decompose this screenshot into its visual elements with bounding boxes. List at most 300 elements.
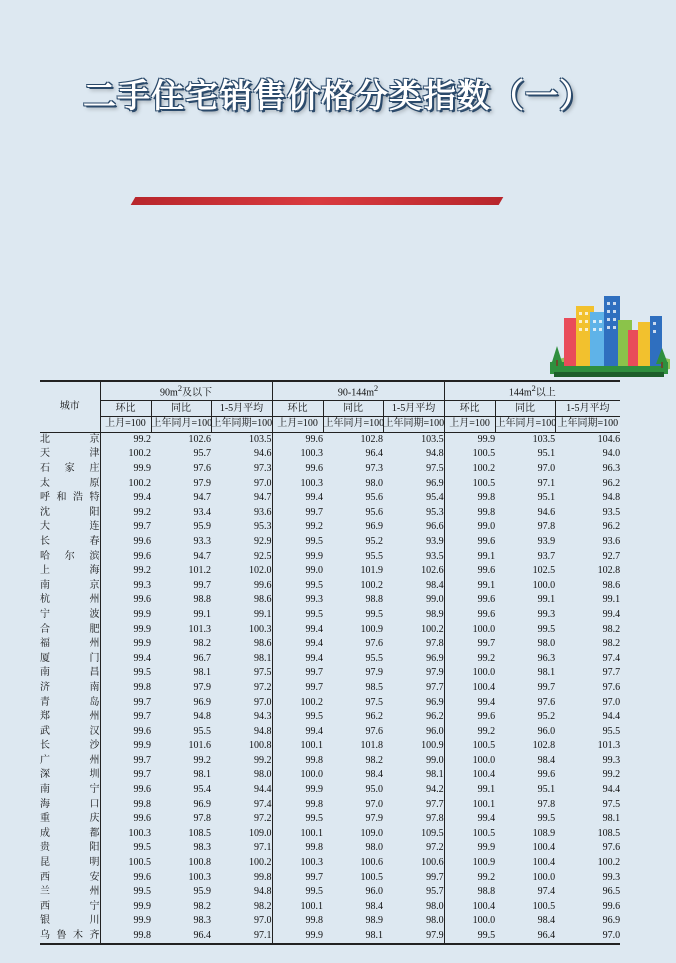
value-cell: 97.8 [537,521,556,533]
table-row [40,622,620,637]
city-cell: 重庆 [40,813,100,825]
value-cell: 100.3 [249,623,272,635]
value-cell: 99.9 [444,432,495,447]
value-cell: 97.8 [426,638,444,650]
value-cell: 99.0 [426,594,444,606]
city-cell: 银川 [40,915,100,927]
value-cell: 94.4 [602,784,621,796]
value-cell: 98.6 [254,638,272,650]
value-cell: 99.1 [254,608,272,620]
table-row [40,797,620,812]
value-cell: 100.5 [360,871,384,883]
value-cell: 95.9 [193,886,211,898]
value-cell: 94.4 [254,784,272,796]
value-cell: 99.2 [100,432,151,447]
value-cell: 98.1 [537,667,556,679]
value-cell: 100.4 [444,900,495,915]
value-cell: 98.6 [254,594,272,606]
value-cell: 100.6 [421,857,444,869]
value-cell: 99.5 [365,608,384,620]
value-cell: 104.6 [597,433,621,445]
value-cell: 96.4 [151,929,211,945]
value-cell: 109.0 [360,827,384,839]
value-cell: 99.7 [193,579,211,591]
value-cell: 102.0 [249,565,272,577]
value-cell: 100.4 [532,842,556,854]
page-title: 二手住宅销售价格分类指数（一） [83,76,593,115]
value-cell: 100.5 [100,856,151,871]
value-cell: 99.2 [100,564,151,579]
value-cell: 108.5 [188,827,211,839]
value-cell: 93.6 [254,506,272,518]
value-cell: 98.1 [254,652,272,664]
city-cell: 成都 [40,827,100,839]
city-cell: 呼和浩特 [40,492,100,504]
value-cell: 97.3 [365,463,384,474]
table-row [40,578,620,593]
table-row [40,724,620,739]
value-cell: 96.9 [602,915,621,927]
value-cell: 102.6 [421,565,444,577]
value-cell: 99.6 [100,812,151,827]
value-cell: 99.6 [444,564,495,579]
value-cell: 93.9 [426,535,444,547]
value-cell: 98.9 [365,915,384,927]
value-cell: 94.6 [254,448,272,460]
value-cell: 96.3 [537,652,556,664]
value-cell: 99.6 [444,535,495,550]
value-cell: 102.8 [360,433,384,445]
value-cell: 92.5 [254,550,272,562]
value-cell: 99.1 [444,783,495,798]
value-cell: 96.4 [495,929,555,945]
city-cell: 厦门 [40,652,100,664]
value-cell: 99.9 [272,783,323,798]
value-cell: 99.8 [444,505,495,520]
value-cell: 96.9 [365,521,384,533]
value-cell: 96.2 [426,711,444,723]
value-cell: 97.6 [602,842,621,854]
city-cell: 哈尔滨 [40,550,100,562]
value-cell: 99.2 [254,754,272,766]
header-metric: 1-5月平均 [555,401,620,417]
value-cell: 94.8 [254,725,272,737]
value-cell: 94.2 [426,784,444,796]
value-cell: 100.2 [360,579,384,591]
value-cell: 100.0 [444,754,495,769]
value-cell: 98.0 [365,842,384,854]
city-cell: 石家庄 [40,463,100,474]
table-row [40,929,620,945]
value-cell: 99.0 [444,520,495,535]
city-cell: 天津 [40,448,100,460]
value-cell: 99.6 [100,535,151,550]
table-row [40,491,620,506]
value-cell: 100.5 [532,900,556,912]
value-cell: 93.5 [426,550,444,562]
header-base: 上年同期=100 [383,416,444,432]
value-cell: 99.4 [272,637,323,652]
value-cell: 94.7 [193,492,211,504]
value-cell: 97.9 [193,681,211,693]
value-cell: 99.5 [100,885,151,900]
value-cell: 96.0 [365,886,384,898]
value-cell: 100.0 [444,914,495,929]
value-cell: 98.1 [323,929,383,945]
value-cell: 96.9 [426,477,444,489]
header-base: 上年同月=100 [151,416,211,432]
value-cell: 99.0 [426,754,444,766]
value-cell: 98.1 [193,667,211,679]
value-cell: 96.6 [426,521,444,533]
value-cell: 100.5 [444,827,495,842]
value-cell: 99.2 [193,754,211,766]
value-cell: 99.2 [602,769,621,781]
value-cell: 100.5 [444,476,495,491]
value-cell: 99.7 [100,695,151,710]
value-cell: 97.5 [254,667,272,679]
value-cell: 100.5 [444,739,495,754]
city-cell: 武汉 [40,725,100,737]
value-cell: 100.6 [360,857,384,869]
value-cell: 96.9 [426,696,444,708]
value-cell: 97.6 [602,681,621,693]
value-cell: 97.0 [254,477,272,489]
value-cell: 94.8 [254,886,272,898]
value-cell: 100.0 [532,579,556,591]
value-cell: 95.2 [365,535,384,547]
value-cell: 95.3 [254,521,272,533]
city-cell: 南京 [40,579,100,591]
value-cell: 100.0 [444,666,495,681]
city-cell: 深圳 [40,769,100,781]
value-cell: 99.7 [444,637,495,652]
value-cell: 103.5 [249,433,272,445]
header-base: 上年同期=100 [211,416,272,432]
value-cell: 100.4 [532,857,556,869]
value-cell: 99.7 [100,710,151,725]
value-cell: 108.5 [597,827,621,839]
value-cell: 94.6 [537,506,556,518]
value-cell: 93.7 [537,550,556,562]
value-cell: 99.5 [272,578,323,593]
value-cell: 97.6 [365,638,384,650]
value-cell: 102.8 [597,565,621,577]
value-cell: 100.0 [272,768,323,783]
header-metric: 同比 [151,401,211,417]
table-row [40,432,620,447]
table-row [40,900,620,915]
value-cell: 95.1 [537,784,556,796]
value-cell: 99.6 [444,608,495,623]
header-base: 上月=100 [444,416,495,432]
value-cell: 99.1 [602,594,621,606]
value-cell: 96.3 [602,463,621,474]
value-cell: 98.4 [537,754,556,766]
value-cell: 96.9 [193,798,211,810]
table-row [40,768,620,783]
value-cell: 99.9 [444,841,495,856]
value-cell: 96.4 [365,448,384,460]
value-cell: 99.8 [272,841,323,856]
city-cell: 贵阳 [40,842,100,854]
value-cell: 97.8 [537,798,556,810]
value-cell: 99.4 [272,724,323,739]
value-cell: 98.8 [365,594,384,606]
value-cell: 97.7 [426,681,444,693]
city-cell: 乌鲁木齐 [40,929,100,945]
value-cell: 100.4 [444,681,495,696]
header-base: 上月=100 [272,416,323,432]
value-cell: 100.3 [100,827,151,842]
table-row [40,608,620,623]
value-cell: 95.4 [193,784,211,796]
table-row [40,870,620,885]
value-cell: 100.3 [272,447,323,462]
header-city: 城市 [40,381,100,432]
value-cell: 99.5 [272,812,323,827]
value-cell: 97.0 [555,929,620,945]
city-cell: 西宁 [40,900,100,912]
value-cell: 97.4 [537,886,556,898]
value-cell: 100.4 [444,768,495,783]
value-cell: 100.9 [360,623,384,635]
value-cell: 96.0 [537,725,556,737]
value-cell: 98.2 [365,754,384,766]
value-cell: 99.1 [193,608,211,620]
city-cell: 青岛 [40,696,100,708]
value-cell: 99.4 [444,695,495,710]
value-cell: 98.0 [426,900,444,912]
value-cell: 100.2 [100,476,151,491]
table-row [40,827,620,842]
value-cell: 99.4 [444,812,495,827]
value-cell: 99.2 [444,870,495,885]
header-metric: 1-5月平均 [383,401,444,417]
value-cell: 92.9 [254,535,272,547]
value-cell: 99.7 [272,666,323,681]
table-row [40,549,620,564]
city-cell: 西安 [40,871,100,883]
value-cell: 109.0 [249,827,272,839]
value-cell: 100.3 [272,856,323,871]
table-row [40,593,620,608]
value-cell: 99.9 [272,549,323,564]
header-metric: 同比 [323,401,383,417]
value-cell: 99.2 [444,724,495,739]
value-cell: 97.0 [254,915,272,927]
value-cell: 95.6 [365,506,384,518]
value-cell: 96.9 [193,696,211,708]
value-cell: 99.6 [100,783,151,798]
value-cell: 100.1 [272,827,323,842]
city-cell: 沈阳 [40,506,100,518]
value-cell: 94.3 [254,711,272,723]
value-cell: 99.8 [272,797,323,812]
value-cell: 99.6 [537,769,556,781]
value-cell: 100.2 [100,447,151,462]
value-cell: 95.0 [365,784,384,796]
table-row [40,812,620,827]
value-cell: 101.8 [360,740,384,752]
value-cell: 97.8 [193,813,211,825]
value-cell: 95.5 [365,550,384,562]
table-row [40,754,620,769]
value-cell: 99.9 [100,739,151,754]
value-cell: 92.7 [602,550,621,562]
value-cell: 97.5 [602,798,621,810]
header-metric: 1-5月平均 [211,401,272,417]
value-cell: 93.6 [602,535,621,547]
value-cell: 97.1 [537,477,556,489]
table-row [40,856,620,871]
value-cell: 100.0 [444,622,495,637]
value-cell: 98.6 [602,579,621,591]
city-cell: 福州 [40,638,100,650]
value-cell: 99.5 [444,929,495,945]
value-cell: 97.8 [426,813,444,825]
value-cell: 98.4 [365,900,384,912]
value-cell: 99.4 [272,622,323,637]
value-cell: 99.6 [100,724,151,739]
value-cell: 100.1 [272,900,323,915]
value-cell: 100.5 [444,447,495,462]
city-cell: 南宁 [40,784,100,796]
value-cell: 97.0 [602,696,621,708]
value-cell: 93.3 [193,535,211,547]
value-cell: 99.6 [272,432,323,447]
value-cell: 98.2 [193,638,211,650]
value-cell: 99.1 [537,594,556,606]
value-cell: 97.7 [426,798,444,810]
value-cell: 97.4 [602,652,621,664]
value-cell: 99.5 [272,885,323,900]
value-cell: 99.8 [100,797,151,812]
value-cell: 99.7 [426,871,444,883]
value-cell: 93.5 [602,506,621,518]
value-cell: 99.2 [100,505,151,520]
value-cell: 97.5 [365,696,384,708]
value-cell: 100.3 [272,476,323,491]
city-cell: 上海 [40,565,100,577]
value-cell: 94.8 [193,711,211,723]
value-cell: 102.5 [532,565,556,577]
value-cell: 99.5 [537,623,556,635]
header-metric: 同比 [495,401,555,417]
value-cell: 97.9 [193,477,211,489]
value-cell: 98.1 [602,813,621,825]
value-cell: 97.2 [254,813,272,825]
value-cell: 100.1 [444,797,495,812]
value-cell: 99.3 [602,871,621,883]
value-cell: 99.6 [444,593,495,608]
table-row [40,476,620,491]
header-group-90-144: $90-144m^2$ [272,381,444,401]
value-cell: 98.2 [602,638,621,650]
value-cell: 101.6 [188,740,211,752]
value-cell: 98.2 [254,900,272,912]
value-cell: 97.9 [383,929,444,945]
value-cell: 99.4 [602,608,621,620]
value-cell: 94.8 [602,492,621,504]
value-cell: 95.7 [426,886,444,898]
value-cell: 100.2 [249,857,272,869]
value-cell: 95.1 [537,492,556,504]
title-underline-bar [131,197,504,205]
value-cell: 99.9 [100,914,151,929]
value-cell: 96.2 [602,521,621,533]
value-cell: 97.4 [254,798,272,810]
table-row [40,710,620,725]
value-cell: 99.0 [272,564,323,579]
header-base: 上月=100 [100,416,151,432]
value-cell: 99.3 [602,754,621,766]
value-cell: 97.3 [254,463,272,474]
value-cell: 102.6 [188,433,211,445]
value-cell: 98.0 [254,769,272,781]
header-group-90-below: $90m^2$及以下 [100,381,272,401]
city-cell: 宁波 [40,608,100,620]
value-cell: 95.5 [602,725,621,737]
table-row [40,783,620,798]
value-cell: 100.2 [272,695,323,710]
value-cell: 99.7 [537,681,556,693]
table-row [40,885,620,900]
value-cell: 99.8 [254,871,272,883]
price-index-table [40,380,620,945]
value-cell: 98.1 [426,769,444,781]
value-cell: 98.5 [365,681,384,693]
city-cell: 海口 [40,798,100,810]
city-cell: 北京 [40,433,100,445]
value-cell: 99.2 [444,651,495,666]
value-cell: 98.2 [193,900,211,912]
table-row [40,681,620,696]
value-cell: 94.7 [193,550,211,562]
value-cell: 99.6 [254,579,272,591]
value-cell: 94.0 [602,448,621,460]
table-row [40,520,620,535]
header-base: 上年同月=100 [323,416,383,432]
table-row [40,739,620,754]
value-cell: 97.1 [254,842,272,854]
table-row [40,447,620,462]
value-cell: 99.8 [272,914,323,929]
value-cell: 98.1 [193,769,211,781]
value-cell: 98.4 [365,769,384,781]
value-cell: 96.2 [365,711,384,723]
value-cell: 94.8 [426,448,444,460]
value-cell: 99.9 [100,608,151,623]
value-cell: 99.2 [272,520,323,535]
value-cell: 109.5 [421,827,444,839]
value-cell: 97.7 [602,667,621,679]
value-cell: 99.1 [444,549,495,564]
value-cell: 95.1 [537,448,556,460]
value-cell: 108.9 [532,827,556,839]
value-cell: 100.9 [444,856,495,871]
value-cell: 96.5 [602,886,621,898]
value-cell: 97.6 [193,463,211,474]
table-row [40,564,620,579]
value-cell: 99.3 [100,578,151,593]
city-cell: 杭州 [40,594,100,606]
value-cell: 99.7 [100,768,151,783]
header-base: 上年同期=100 [555,416,620,432]
value-cell: 97.2 [426,842,444,854]
table-row [40,666,620,681]
value-cell: 101.2 [188,565,211,577]
